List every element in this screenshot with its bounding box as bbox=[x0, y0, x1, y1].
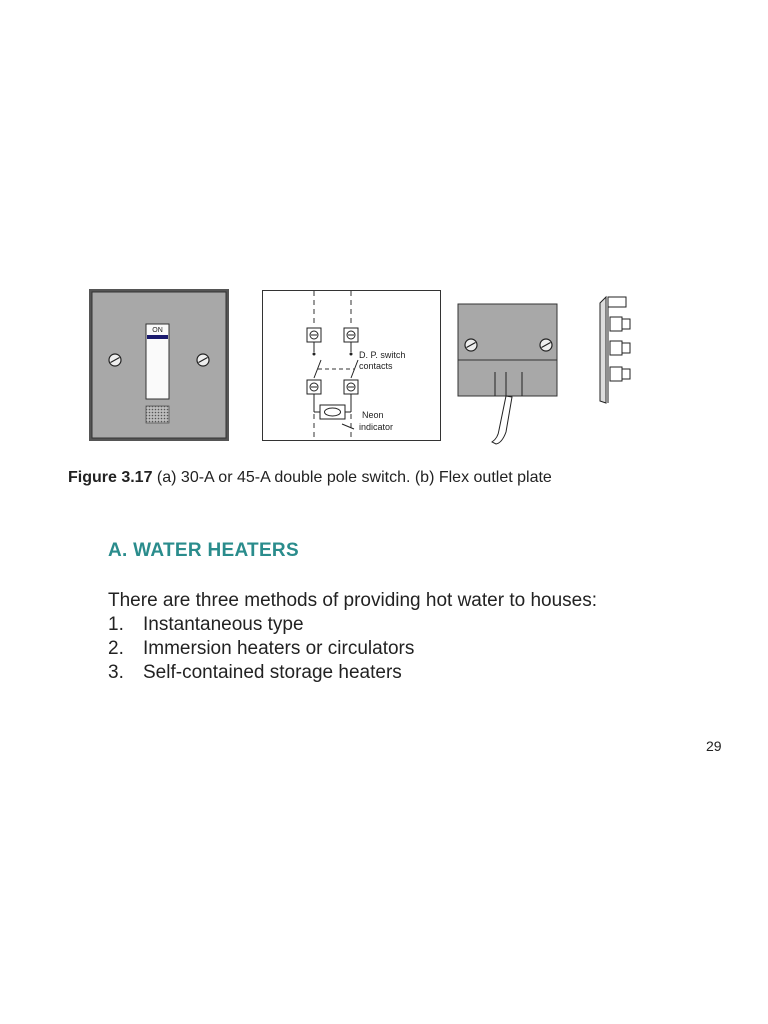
flex-outlet-plate-front-view bbox=[456, 302, 560, 452]
side-terminal-2 bbox=[610, 341, 630, 355]
figure-caption bbox=[68, 469, 552, 487]
figure-caption-label: Figure 3.17 bbox=[68, 469, 153, 486]
neon-indicator-label-2: indicator bbox=[359, 422, 394, 432]
left-screw-icon bbox=[109, 354, 121, 366]
side-terminal-3 bbox=[610, 367, 630, 381]
dp-switch-contacts-label: D. P. switch bbox=[359, 350, 406, 360]
side-terminal-1 bbox=[610, 317, 630, 331]
neon-indicator-label: Neon bbox=[362, 410, 384, 420]
double-pole-switch-front-view bbox=[88, 288, 230, 442]
list-item-number: 2. bbox=[108, 638, 124, 659]
list-item-text: Instantaneous type bbox=[143, 614, 304, 635]
methods-list bbox=[108, 613, 414, 685]
bottom-left-terminal bbox=[307, 380, 321, 394]
section-heading: A. WATER HEATERS bbox=[108, 540, 299, 561]
neon-grille bbox=[146, 406, 169, 423]
flex-cable bbox=[492, 396, 512, 444]
dp-switch-contacts-label-2: contacts bbox=[359, 361, 393, 371]
list-item bbox=[108, 661, 414, 685]
flex-outlet-plate-side-view bbox=[594, 295, 634, 405]
list-item-number: 3. bbox=[108, 662, 124, 683]
outlet-right-screw-icon bbox=[540, 339, 552, 351]
list-item bbox=[108, 637, 414, 661]
page-number: 29 bbox=[706, 738, 722, 754]
right-screw-icon bbox=[197, 354, 209, 366]
list-item-text: Immersion heaters or circulators bbox=[143, 638, 415, 659]
double-pole-switch-circuit-diagram bbox=[262, 290, 442, 442]
switch-on-label: ON bbox=[152, 327, 163, 334]
bottom-right-terminal bbox=[344, 380, 358, 394]
section-intro: There are three methods of providing hot water to houses: bbox=[108, 590, 597, 611]
list-item-text: Self-contained storage heaters bbox=[143, 662, 402, 683]
list-item-number: 1. bbox=[108, 614, 124, 635]
neon-indicator-lamp bbox=[320, 405, 345, 419]
figure-caption-text: (a) 30-A or 45-A double pole switch. (b) Flex outlet plate bbox=[152, 469, 552, 486]
list-item bbox=[108, 613, 414, 637]
outlet-left-screw-icon bbox=[465, 339, 477, 351]
top-right-terminal bbox=[344, 328, 358, 342]
top-left-terminal bbox=[307, 328, 321, 342]
